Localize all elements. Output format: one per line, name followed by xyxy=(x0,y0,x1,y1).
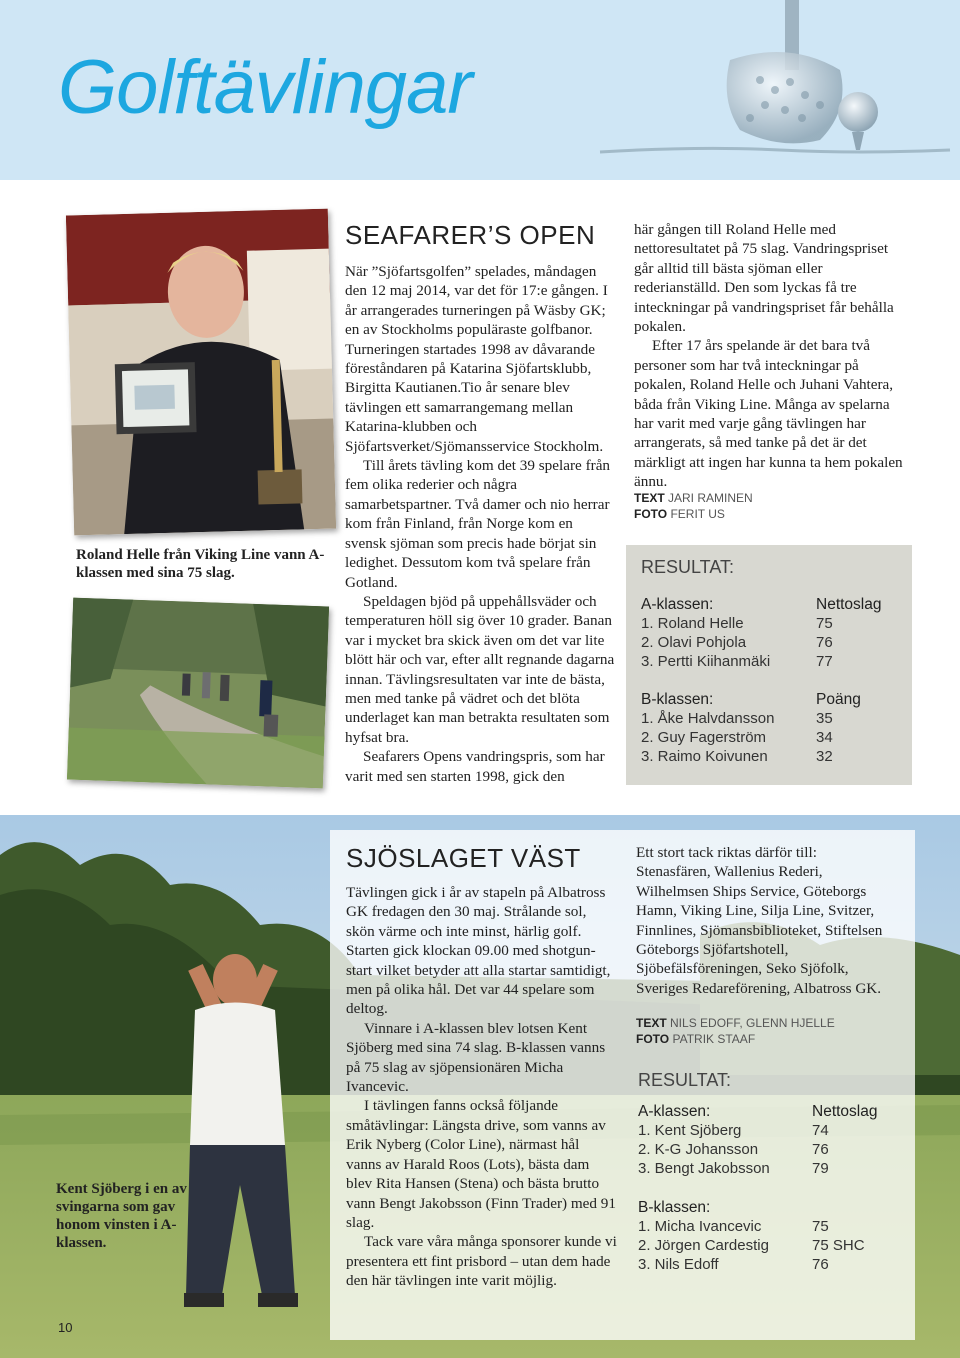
results-b-label: B-klassen: xyxy=(638,1199,711,1216)
result-score: 79 xyxy=(812,1160,829,1177)
paragraph: Speldagen bjöd på uppehållsväder och temperaturen höll sig över 10 grader. Banan var i mycket bra skick även om det var lite blött här och var, efter allt regnande dagarna innan. Tävlingsresultaten var inte de bästa, men med tanke på vädret och det blöta underlaget kan man betrakta resultaten som hyfsat bra. xyxy=(345,592,615,746)
result-name: 2. Olavi Pohjola xyxy=(641,634,747,651)
paragraph: Till årets tävling kom det 39 spelare från fem olika rederier och några samarbetspartner. Två damer och nio herrar kom från Finland, från Norge kom en svensk sjöman som precis hade börjat sin ledighet. Dessutom kom två spelare från Gotland. xyxy=(345,457,611,591)
result-score: 75 SHC xyxy=(812,1237,865,1254)
text-credit-name: NILS EDOFF, GLENN HJELLE xyxy=(670,1016,835,1030)
result-score: 34 xyxy=(816,729,833,746)
page-title: Golftävlingar xyxy=(58,45,472,130)
result-name: 1. Kent Sjöberg xyxy=(638,1122,742,1139)
paragraph: När ”Sjöfartsgolfen” spelades, måndagen den 12 maj 2014, var det för 17:e gången. I år arrangerades turneringen på Wäsby GK; en av Stockholms populäraste golfbanor. Turneringen startades 1998 av dåvarande föreståndaren på Katarina Sjöfartsklubb, Birgitta Kautianen.Tio år senare blev tävlingen ett samarrangemang mellan Katarina-klubben och Sjöfartsverket/Sjömansservice Stockholm. xyxy=(345,263,608,455)
photo-credit-name: PATRIK STAAF xyxy=(672,1032,756,1046)
photo-credit-label: FOTO xyxy=(636,1032,670,1046)
results-b-column: Poäng xyxy=(816,691,861,708)
paragraph: Tävlingen gick i år av stapeln på Albatross GK fredagen den 30 maj. Strålande sol, skön värme och inte minst, härlig golf. Starten gick klockan 09.00 med shotgun-start vilket betyder att alla startar samtidigt, men på olika hål. Det var 44 spelare som deltog. xyxy=(346,884,611,1018)
article-column-2 xyxy=(634,220,906,492)
paragraph: I tävlingen fanns också följande småtävlingar: Längsta drive, som vanns av Erik Nyberg (Color Line), närmast hål vanns av Harald Roos (Lots), bästa dam blev Rita Hansen (Stena) och bästa brutto vann Bengt Jakobsson (Finn Trader) med 91 slag. xyxy=(346,1097,616,1231)
result-name: 2. Guy Fagerström xyxy=(641,729,767,746)
result-score: 75 xyxy=(812,1218,829,1235)
result-name: 1. Micha Ivancevic xyxy=(638,1218,762,1235)
photo-golfers-on-path xyxy=(67,598,329,789)
page-number: 10 xyxy=(58,1320,73,1335)
paragraph: Tack vare våra många sponsorer kunde vi presentera ett fint prisbord – utan dem hade den här tävlingen inte varit möjlig. xyxy=(346,1233,617,1290)
result-score: 32 xyxy=(816,748,833,765)
article-column-1 xyxy=(346,883,618,1291)
result-name: 3. Bengt Jakobsson xyxy=(638,1160,770,1177)
text-credit-label: TEXT xyxy=(636,1016,667,1030)
result-name: 3. Raimo Koivunen xyxy=(641,748,768,765)
text-credit-name: JARI RAMINEN xyxy=(668,491,753,505)
result-name: 1. Roland Helle xyxy=(641,615,744,632)
result-score: 76 xyxy=(812,1141,829,1158)
paragraph: här gången till Roland Helle med nettoresultatet på 75 slag. Vandringspriset går alltid till bästa sjöman eller rederianställd. Den som lyckas få tre inteckningar på vandringspriset får behålla pokalen. xyxy=(634,221,894,336)
result-score: 74 xyxy=(812,1122,829,1139)
paragraph: Seafarers Opens vandringspris, som har varit med sen starten 1998, gick den xyxy=(345,748,605,785)
result-score: 77 xyxy=(816,653,833,670)
results-title: RESULTAT: xyxy=(638,1070,732,1090)
credits-seafarers-open xyxy=(634,490,914,522)
credits-sjoslaget-vast xyxy=(636,1015,906,1047)
results-a-label: A-klassen: xyxy=(641,596,714,613)
results-a-label: A-klassen: xyxy=(638,1103,711,1120)
section-title-sjoslaget-vast: SJÖSLAGET VÄST xyxy=(346,843,581,873)
result-name: 2. Jörgen Cardestig xyxy=(638,1237,769,1254)
result-score: 76 xyxy=(812,1256,829,1273)
photo-credit-name: FERIT US xyxy=(670,507,725,521)
photo-roland-helle xyxy=(66,209,336,536)
results-seafarers-sjoslaget xyxy=(636,1070,906,1290)
header-banner xyxy=(0,0,960,180)
photo-caption-kent-sjoberg: Kent Sjöberg i en av svingarna som gav honom vinsten i A-klassen. xyxy=(56,1181,187,1251)
results-a-column: Nettoslag xyxy=(812,1103,878,1120)
results-b-label: B-klassen: xyxy=(641,691,714,708)
result-score: 75 xyxy=(816,615,833,632)
paragraph: Efter 17 års spelande är det bara två personer som har två inteckningar på pokalen, Roland Helle och Juhani Vahtera, båda från Viking Line. Många av spelarna har varit med varje gång tävlingen har arrangerats, så med tanke på det är det märkligt att ingen har kunna ta hem pokalen ännu. xyxy=(634,337,903,491)
results-box-seafarers-open xyxy=(626,545,912,785)
photo-caption-roland-helle: Roland Helle från Viking Line vann A-klassen med sina 75 slag. xyxy=(76,547,325,581)
section-title-seafarers-open: SEAFARER’S OPEN xyxy=(345,220,596,250)
results-a-column: Nettoslag xyxy=(816,596,882,613)
results-title: RESULTAT: xyxy=(641,557,735,577)
golf-club-ball-illustration xyxy=(580,0,960,170)
article-column-1 xyxy=(345,262,617,786)
photo-credit-label: FOTO xyxy=(634,507,668,521)
article-column-2 xyxy=(636,843,888,998)
result-name: 3. Nils Edoff xyxy=(638,1256,719,1273)
result-name: 3. Pertti Kiihanmäki xyxy=(641,653,771,670)
result-name: 1. Åke Halvdansson xyxy=(641,710,775,727)
result-score: 35 xyxy=(816,710,833,727)
paragraph: Ett stort tack riktas därför till: Stenasfären, Wallenius Rederi, Wilhelmsen Ships Service, Göteborgs Hamn, Viking Line, Silja Line, Svitzer, Finnlines, Sjömansbiblioteket, Stiftelsen Göteborgs Sjöfartshotell, Sjöbefälsföreningen, Seko Sjöfolk, Sveriges Redareförening, Albatross GK. xyxy=(636,844,883,997)
result-score: 76 xyxy=(816,634,833,651)
paragraph: Vinnare i A-klassen blev lotsen Kent Sjöberg med sina 74 slag. B-klassen vanns på 75 slag av sjöpensionären Micha Ivancevic. xyxy=(346,1019,606,1096)
text-credit-label: TEXT xyxy=(634,491,665,505)
result-name: 2. K-G Johansson xyxy=(638,1141,759,1158)
